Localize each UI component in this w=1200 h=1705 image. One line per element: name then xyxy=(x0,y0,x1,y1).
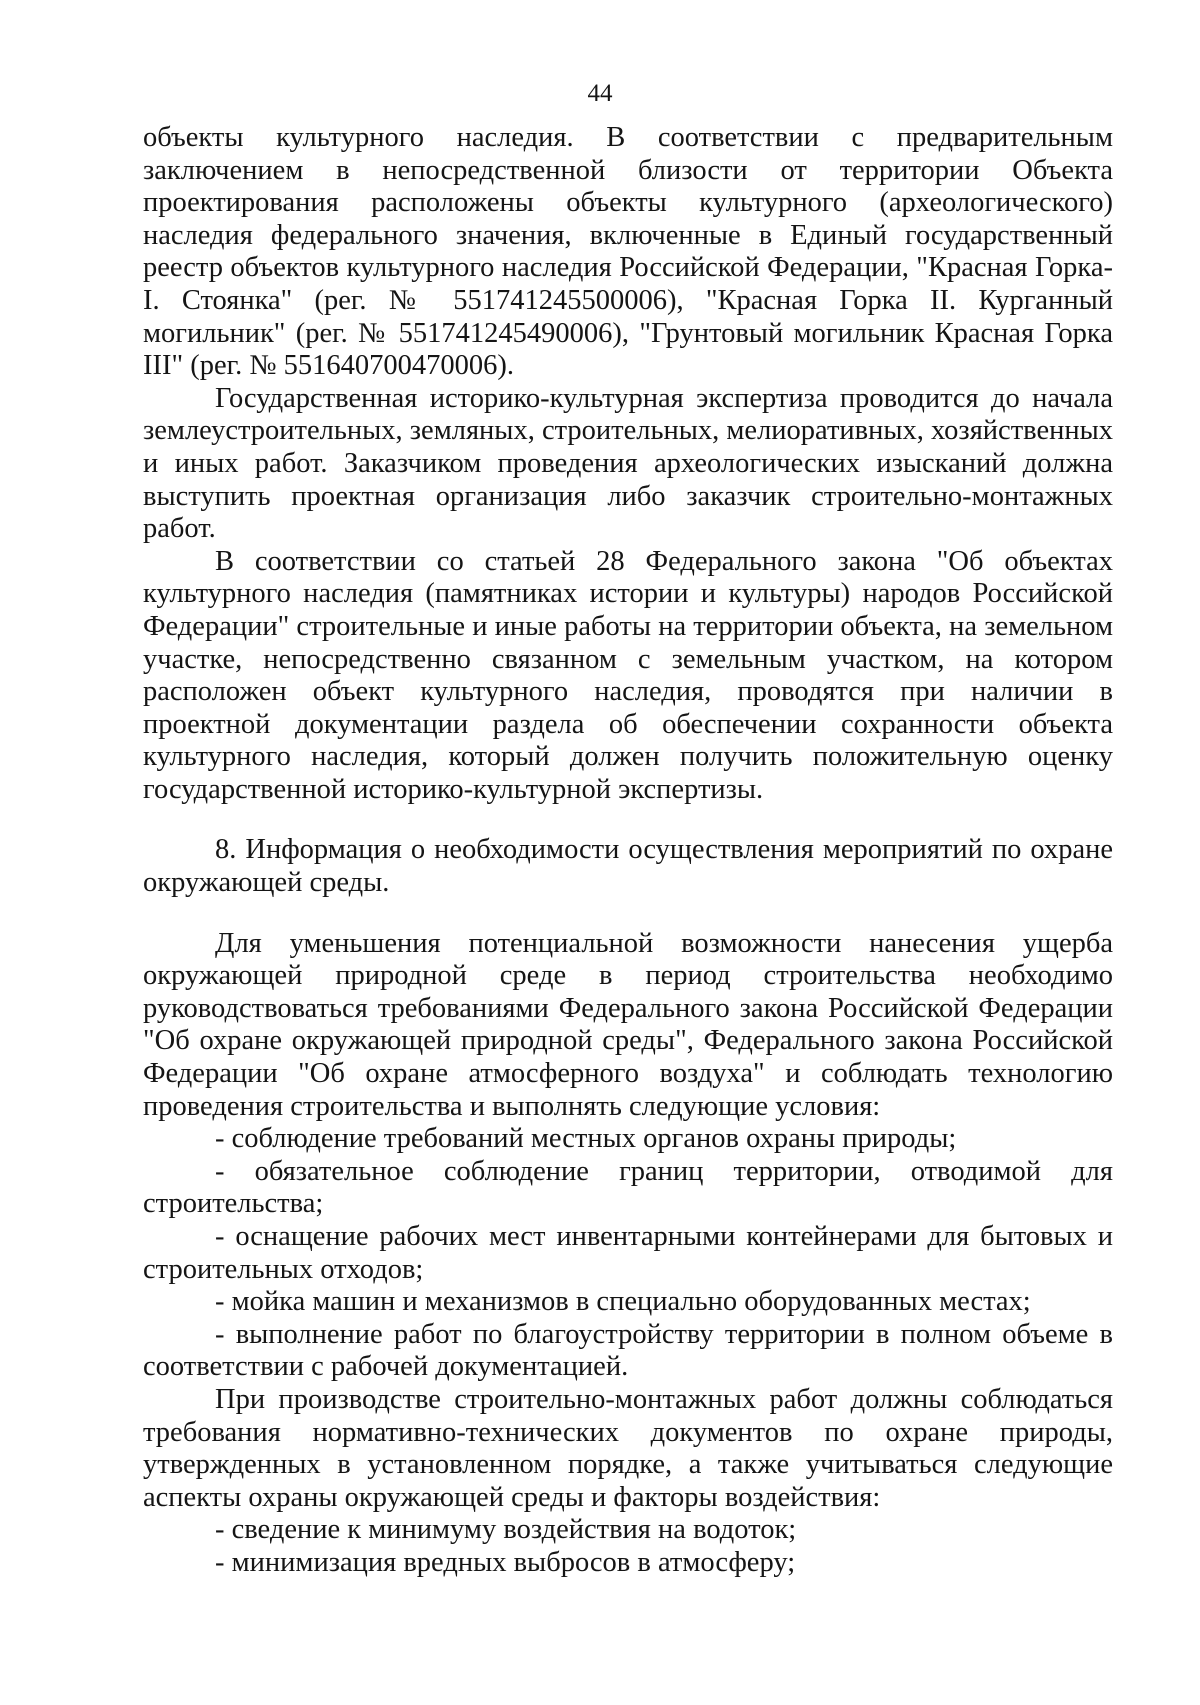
list-item: - минимизация вредных выбросов в атмосферу; xyxy=(215,1546,796,1578)
page-number: 44 xyxy=(587,80,613,107)
list-item: - выполнение работ по благоустройству территории в полном объеме в соответствии с рабочей документацией. xyxy=(143,1318,1113,1383)
list-item: - мойка машин и механизмов в специально оборудованных местах; xyxy=(215,1286,1031,1318)
section-heading: 8. Информация о необходимости осуществления мероприятий по охране окружающей среды. xyxy=(143,834,1113,899)
paragraph-heritage-objects: объекты культурного наследия. В соответствии с предварительным заключением в непосредственной близости от территории Объекта проектирования расположены объекты культурного (археологического) наследия федерального значения, включенные в Единый государственный реестр объектов культурного наследия Российской Федерации, "Красная Горка-I. Стоянка" (рег. № 551741245500006), "Красная Горка II. Курганный могильник" (рег. № 551741245490006), "Грунтовый могильник Красная Горка III" (рег. № 551640700470006). xyxy=(143,122,1113,382)
list-item: - оснащение рабочих мест инвентарными контейнерами для бытовых и строительных отходов; xyxy=(143,1221,1113,1285)
list-item: - обязательное соблюдение границ территории, отводимой для строительства; xyxy=(143,1155,1113,1220)
paragraph-environment-requirements: Для уменьшения потенциальной возможности нанесения ущерба окружающей природной среде в период строительства необходимо руководствоваться требованиями Федерального закона Российской Федерации "Об охране окружающей природной среды", Федерального закона Российской Федерации "Об охране атмосферного воздуха" и соблюдать технологию проведения строительства и выполнять следующие условия: xyxy=(143,927,1113,1122)
document-body xyxy=(143,122,1113,1580)
list-item: - сведение к минимуму воздействия на водоток; xyxy=(215,1514,797,1546)
paragraph-construction-requirements: При производстве строительно-монтажных работ должны соблюдаться требования нормативно-технических документов по охране природы, утвержденных в установленном порядке, а также учитываться следующие аспекты охраны окружающей среды и факторы воздействия: xyxy=(143,1383,1113,1513)
paragraph-federal-law: В соответствии со статьей 28 Федерального закона "Об объектах культурного наследия (памятниках истории и культуры) народов Российской Федерации" строительные и иные работы на территории объекта, на земельном участке, непосредственно связанном с земельным участком, на котором расположен объект культурного наследия, проводятся при наличии в проектной документации раздела об обеспечении сохранности объекта культурного наследия, который должен получить положительную оценку государственной историко-культурной экспертизы. xyxy=(143,545,1113,805)
paragraph-expertise: Государственная историко-культурная экспертиза проводится до начала землеустроительных, земляных, строительных, мелиоративных, хозяйственных и иных работ. Заказчиком проведения археологических изысканий должна выступить проектная организация либо заказчик строительно-монтажных работ. xyxy=(143,382,1114,545)
list-item: - соблюдение требований местных органов охраны природы; xyxy=(215,1123,957,1155)
